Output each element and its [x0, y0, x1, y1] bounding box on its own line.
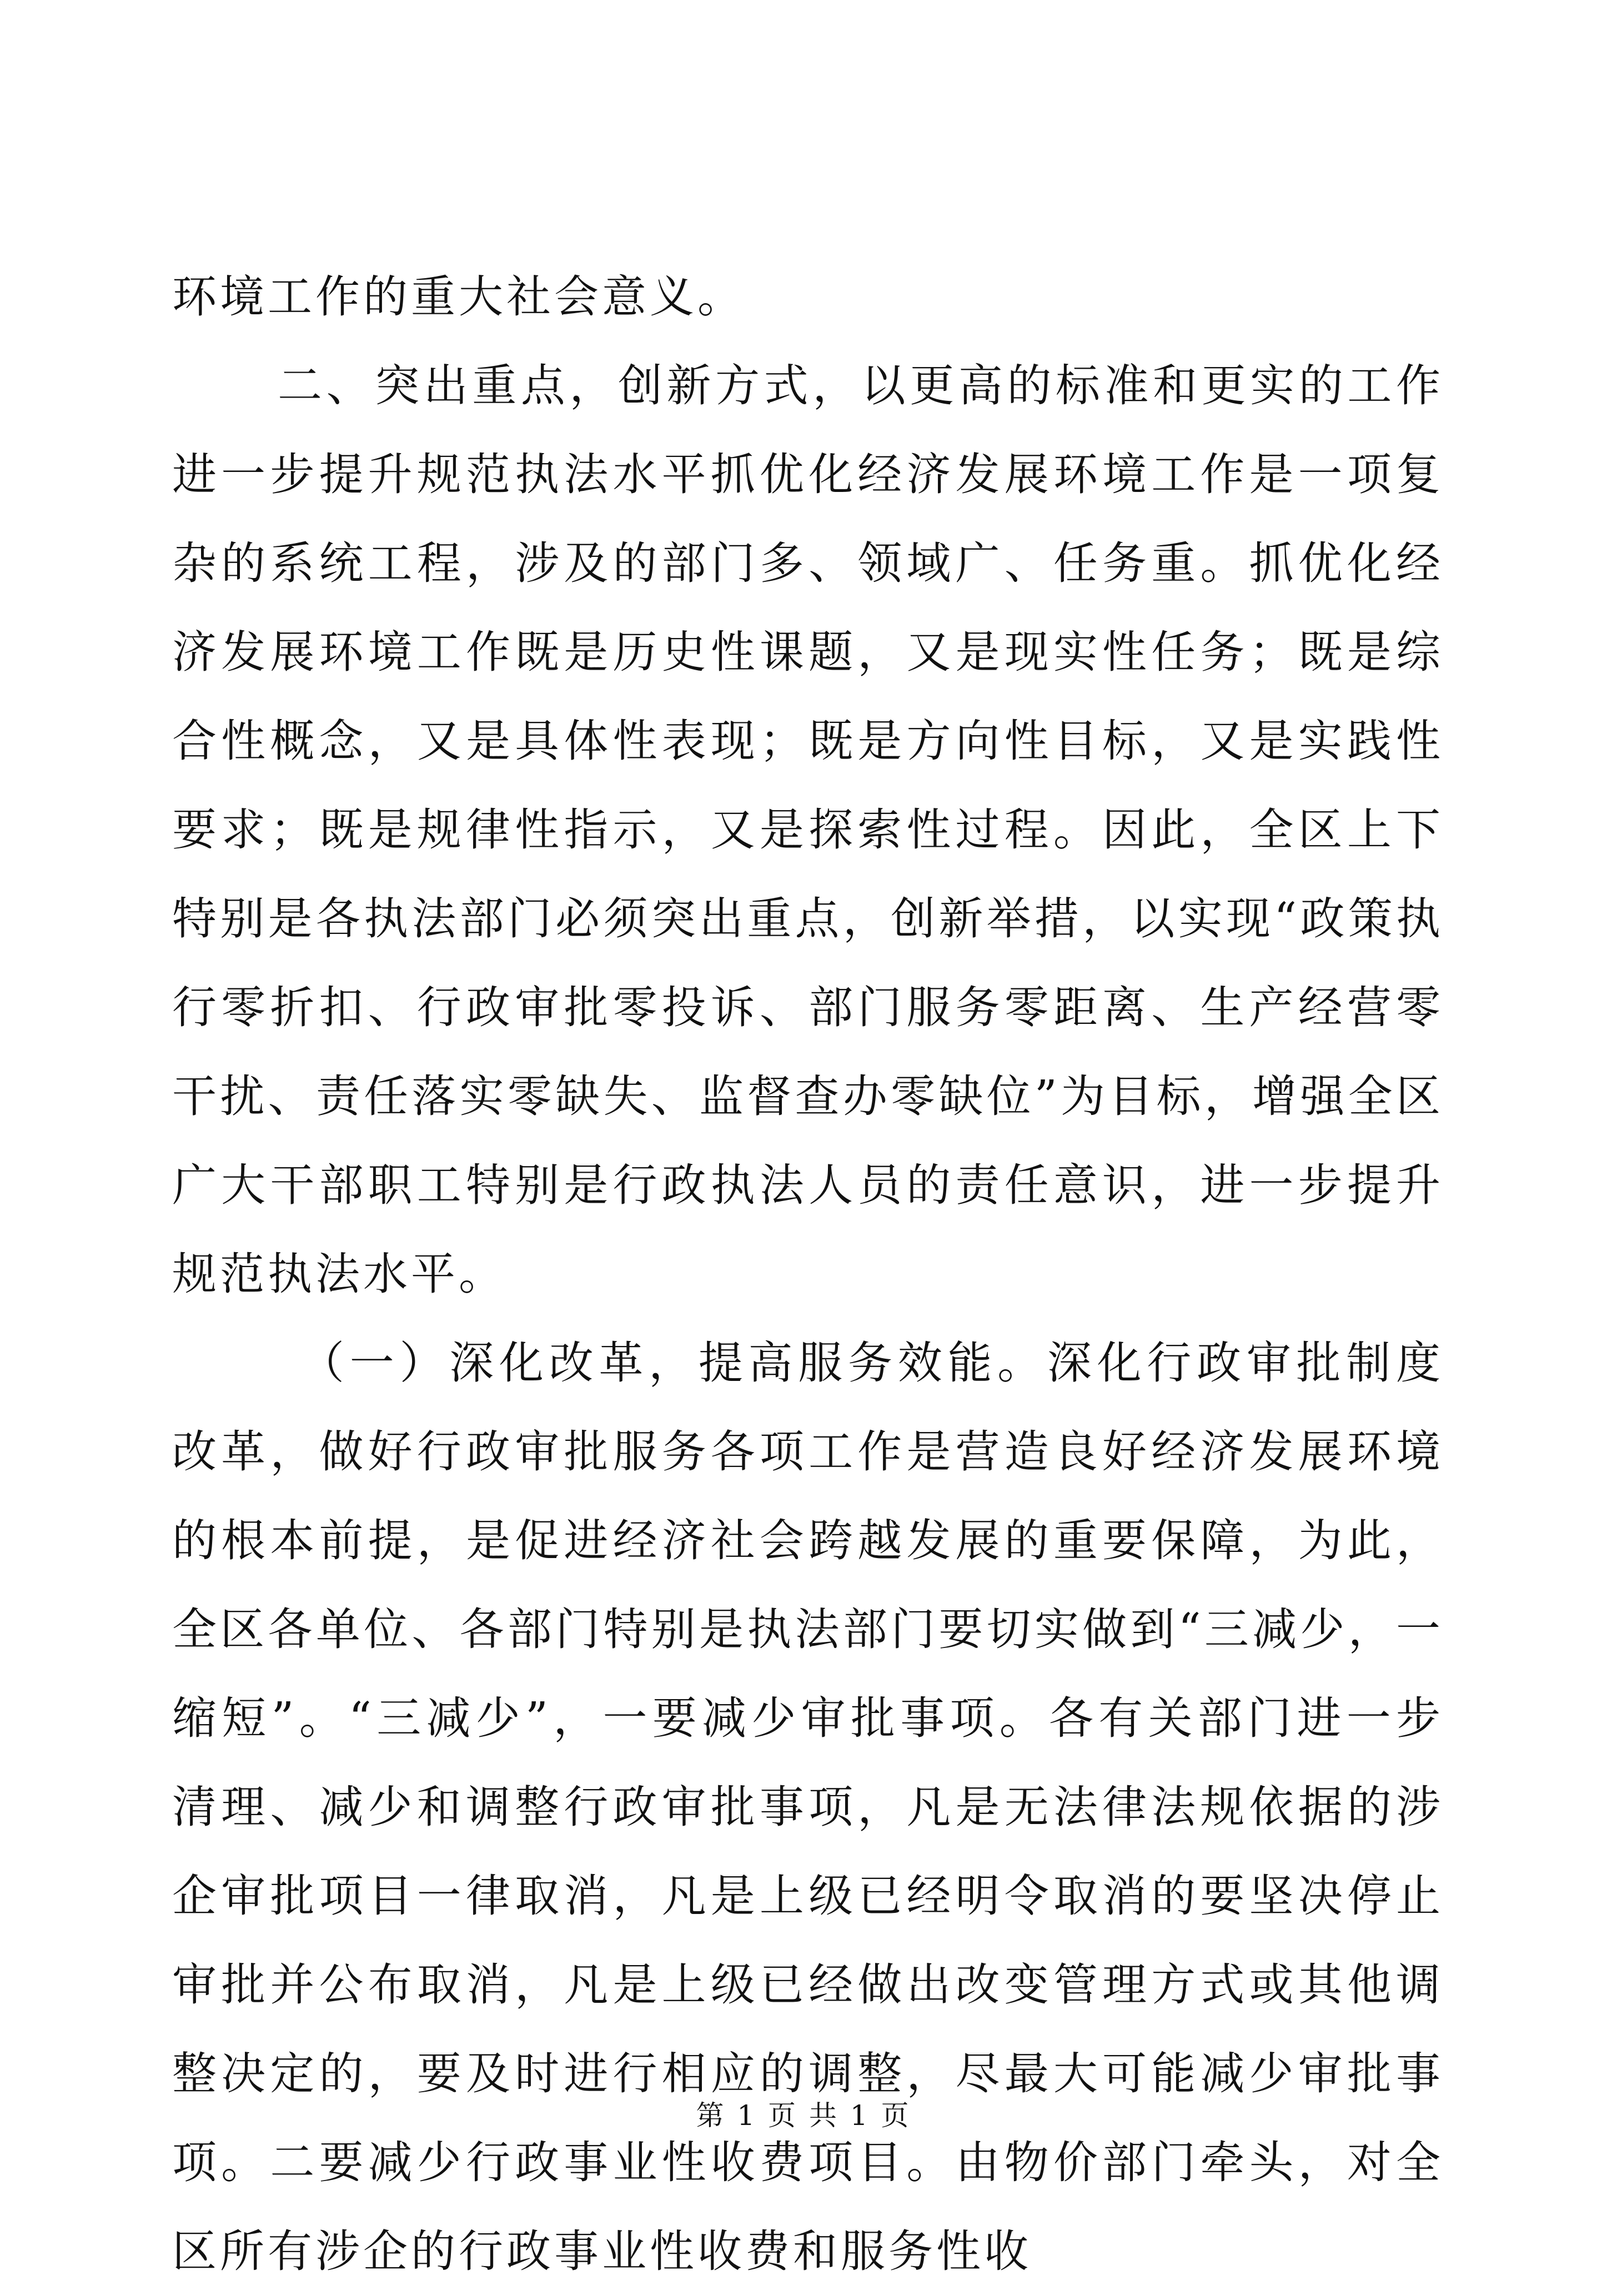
document-body — [172, 253, 1444, 2296]
paragraph-subsection-one: （一）深化改革，提高服务效能。深化行政审批制度改革，做好行政审批服务各项工作是营造良好经济发展环境的根本前提，是促进经济社会跨越发展的重要保障，为此，全区各单位、各部门特别是执法部门要切实做到“三减少，一缩短”。“三减少”，一要减少审批事项。各有关部门进一步清理、减少和调整行政审批事项，凡是无法律法规依据的涉企审批项目一律取消，凡是上级已经明令取消的要坚决停止审批并公布取消，凡是上级已经做出改变管理方式或其他调整决定的，要及时进行相应的调整，尽最大可能减少审批事项。二要减少行政事业性收费项目。由物价部门牵头，对全区所有涉企的行政事业性收费和服务性收 — [172, 1337, 1444, 2277]
page-number-footer: 第 1 页 共 1 页 — [696, 2099, 911, 2132]
paragraph-section-two: 二、突出重点，创新方式，以更高的标准和更实的工作进一步提升规范执法水平抓优化经济发展环境工作是一项复杂的系统工程，涉及的部门多、领域广、任务重。抓优化经济发展环境工作既是历史性课题，又是现实性任务；既是综合性概念，又是具体性表现；既是方向性目标，又是实践性要求；既是规律性指示，又是探索性过程。因此，全区上下特别是各执法部门必须突出重点，创新举措，以实现“政策执行零折扣、行政审批零投诉、部门服务零距离、生产经营零干扰、责任落实零缺失、监督查办零缺位”为目标，增强全区广大干部职工特别是行政执法人员的责任意识，进一步提升规范执法水平。 — [172, 360, 1444, 1300]
paragraph-continuation: 环境工作的重大社会意义。 — [172, 271, 745, 323]
